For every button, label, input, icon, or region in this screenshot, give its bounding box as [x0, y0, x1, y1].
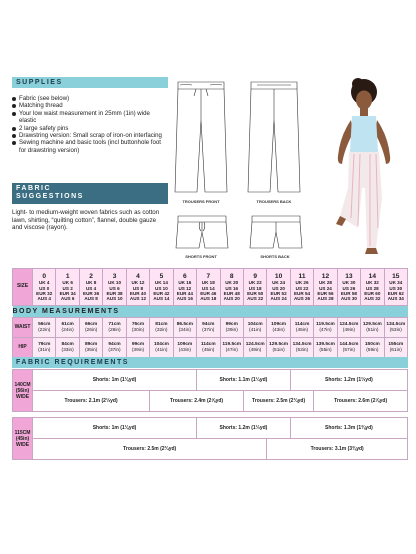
shorts-front-label: SHORTS FRONT	[185, 254, 217, 259]
waist-cell: 114cm (45in)	[290, 318, 313, 338]
supplies-item: 2 large safety pins	[12, 125, 164, 132]
fabric-req-cell: Shorts: 1m (1⅛yd)	[33, 370, 197, 391]
supplies-item: Drawstring version: Small scrap of iron-on interfacing	[12, 132, 164, 139]
fabric-req-cell: Trousers: 2.6m (2⅞yd)	[314, 391, 408, 412]
size-cell: 1 UK 6 US 2 EUR 34 AUS 6	[56, 269, 79, 306]
waist-cell: 134.5cm (53in)	[384, 318, 407, 338]
fabric-req-cell: Trousers: 2.5m (2¾yd)	[243, 391, 313, 412]
waist-cell: 119.5cm (47in)	[314, 318, 337, 338]
fabric-req-cell: Trousers: 2.4m (2⅝yd)	[150, 391, 244, 412]
size-cell: 14 UK 32 US 28 EUR 60 AUS 32	[361, 269, 384, 306]
size-cell: 13 UK 30 US 26 EUR 58 AUS 30	[337, 269, 360, 306]
size-cell: 9 UK 22 US 18 EUR 50 AUS 22	[243, 269, 266, 306]
waist-cell: 104cm (41in)	[243, 318, 266, 338]
w140-trousers-row	[13, 391, 408, 412]
size-cell: 7 UK 18 US 14 EUR 46 AUS 18	[197, 269, 220, 306]
hip-cell: 89cm (35in)	[79, 338, 102, 358]
body-measurements-title: BODY MEASUREMENTS	[13, 306, 408, 318]
fabric-req-cell: Shorts: 1m (1⅛yd)	[33, 418, 197, 439]
waist-cell: 61cm (24in)	[56, 318, 79, 338]
size-cell: 12 UK 28 US 24 EUR 56 AUS 28	[314, 269, 337, 306]
fabric-req-cell: Shorts: 1.2m (1⅓yd)	[197, 418, 291, 439]
size-cell: 3 UK 10 US 6 EUR 38 AUS 10	[103, 269, 126, 306]
w115-trousers-row	[13, 439, 408, 460]
w115-label: 115CM (45in) WIDE	[13, 418, 33, 460]
supplies-list	[12, 95, 164, 154]
trousers-back-drawing	[245, 80, 303, 196]
hip-cell: 129.5cm (51in)	[267, 338, 290, 358]
fabric-suggestions-title-2: SUGGESTIONS	[16, 193, 84, 200]
size-table	[12, 268, 408, 358]
hip-cell: 99cm (39in)	[126, 338, 149, 358]
hip-row	[13, 338, 408, 358]
waist-cell: 81cm (32in)	[150, 318, 173, 338]
hip-cell: 119.5cm (47in)	[220, 338, 243, 358]
hip-cell: 94cm (37in)	[103, 338, 126, 358]
size-cell: 10 UK 24 US 20 EUR 52 AUS 24	[267, 269, 290, 306]
size-label: SIZE	[13, 269, 33, 306]
supplies-title: SUPPLIES	[16, 79, 63, 86]
hip-cell: 114cm (45in)	[197, 338, 220, 358]
supplies-header	[12, 77, 168, 88]
hip-cell: 150cm (59in)	[361, 338, 384, 358]
waist-cell: 99cm (39in)	[220, 318, 243, 338]
size-cell: 5 UK 14 US 10 EUR 42 AUS 14	[150, 269, 173, 306]
w140-label: 140CM (56in) WIDE	[13, 370, 33, 412]
hip-cell: 109cm (43in)	[173, 338, 196, 358]
waist-row	[13, 318, 408, 338]
hip-cell: 134.5cm (53in)	[290, 338, 313, 358]
model-photo	[318, 78, 410, 264]
shorts-front-drawing	[174, 214, 230, 252]
shorts-back-label: SHORTS BACK	[260, 254, 290, 259]
size-cell: 4 UK 12 US 8 EUR 40 AUS 12	[126, 269, 149, 306]
waist-cell: 124.5cm (49in)	[337, 318, 360, 338]
fabric-req-cell: Trousers: 2.1m (2⅓yd)	[33, 391, 150, 412]
fabric-req-cell: Trousers: 3.1m (3⅜yd)	[267, 439, 408, 460]
size-cell: 11 UK 26 US 22 EUR 54 AUS 26	[290, 269, 313, 306]
size-cell: 2 UK 8 US 4 EUR 36 AUS 8	[79, 269, 102, 306]
fabric-suggestions-text: Light- to medium-weight woven fabrics such as cotton lawn, shirting, “quilting cotton”, flannel, double gauze and viscose (rayon).	[12, 209, 160, 232]
fabric-requirements-title: FABRIC REQUIREMENTS	[16, 359, 129, 366]
waist-cell: 94cm (37in)	[197, 318, 220, 338]
hip-cell: 104cm (41in)	[150, 338, 173, 358]
trousers-front-label: TROUSERS FRONT	[182, 199, 220, 204]
supplies-item: Matching thread	[12, 102, 164, 109]
supplies-item: Sewing machine and basic tools (incl buttonhole foot for drawstring version)	[12, 139, 164, 154]
fabric-requirements-table	[12, 369, 408, 460]
hip-cell: 84cm (33in)	[56, 338, 79, 358]
trousers-back-label: TROUSERS BACK	[256, 199, 292, 204]
waist-cell: 56cm (22in)	[33, 318, 56, 338]
waist-cell: 109cm (43in)	[267, 318, 290, 338]
hip-label: HIP	[13, 338, 33, 358]
size-row	[13, 269, 408, 306]
hip-cell: 144.5cm (57in)	[337, 338, 360, 358]
size-cell: 0 UK 4 US 0 EUR 32 AUS 4	[33, 269, 56, 306]
fabric-suggestions-header	[12, 183, 168, 204]
waist-cell: 129.5cm (51in)	[361, 318, 384, 338]
waist-cell: 86.5cm (34in)	[173, 318, 196, 338]
size-cell: 15 UK 34 US 30 EUR 62 AUS 34	[384, 269, 407, 306]
hip-cell: 139.5cm (55in)	[314, 338, 337, 358]
hip-cell: 155cm (61in)	[384, 338, 407, 358]
waist-cell: 71cm (28in)	[103, 318, 126, 338]
fabric-req-cell: Shorts: 1.2m (1⅓yd)	[290, 370, 407, 391]
shorts-back-drawing	[248, 214, 304, 252]
supplies-item: Your low waist measurement in 25mm (1in) wide elastic	[12, 110, 164, 125]
w140-shorts-row	[13, 370, 408, 391]
size-cell: 6 UK 16 US 12 EUR 44 AUS 16	[173, 269, 196, 306]
waist-cell: 76cm (30in)	[126, 318, 149, 338]
fabric-requirements-header	[12, 357, 408, 368]
waist-label: WAIST	[13, 318, 33, 338]
w115-shorts-row	[13, 418, 408, 439]
hip-cell: 124.5cm (49in)	[243, 338, 266, 358]
size-cell: 8 UK 20 US 16 EUR 48 AUS 20	[220, 269, 243, 306]
body-measurements-row	[13, 306, 408, 318]
fabric-req-cell: Shorts: 1.1m (1¼yd)	[197, 370, 291, 391]
waist-cell: 66cm (26in)	[79, 318, 102, 338]
fabric-suggestions-title-1: FABRIC	[16, 185, 52, 192]
hip-cell: 79cm (31in)	[33, 338, 56, 358]
fabric-req-cell: Trousers: 2.5m (2¾yd)	[33, 439, 267, 460]
trousers-front-drawing	[172, 80, 230, 196]
supplies-item: Fabric (see below)	[12, 95, 164, 102]
fabric-req-cell: Shorts: 1.3m (1⅜yd)	[290, 418, 407, 439]
